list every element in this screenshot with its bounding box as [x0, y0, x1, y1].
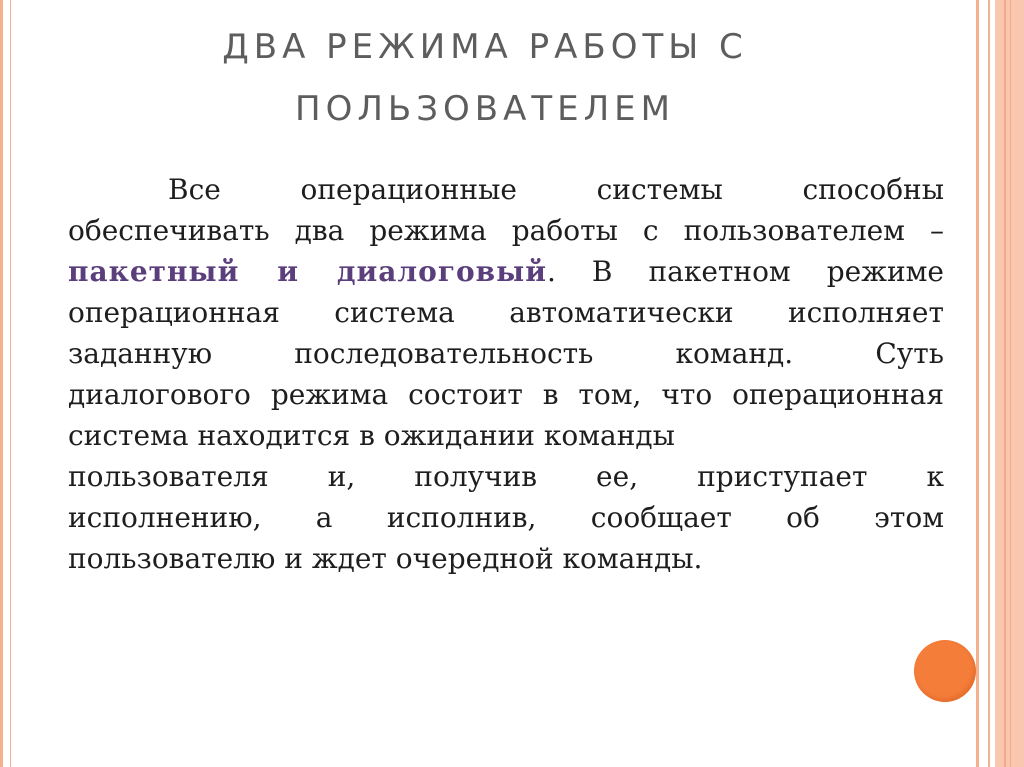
- paragraph-line: пользователю и ждет очередной команды.: [68, 542, 703, 575]
- paragraph-line: обеспечивать два режима работы с пользователем –: [68, 214, 944, 247]
- border-stripe: [976, 0, 979, 767]
- highlighted-terms: пакетный и диалоговый: [68, 255, 547, 288]
- border-stripe: [1010, 0, 1011, 767]
- slide-title: [90, 16, 880, 140]
- paragraph-line: диалогового режима состоит в том, что операционная: [68, 378, 944, 411]
- paragraph-line: заданную последовательность команд. Суть: [68, 337, 944, 370]
- paragraph-line: [68, 251, 944, 292]
- paragraph-line: исполнению, а исполнив, сообщает об этом: [68, 501, 944, 534]
- body-paragraph: [68, 169, 944, 579]
- period: .: [546, 255, 556, 288]
- border-stripe: [988, 0, 990, 767]
- title-line: ДВА РЕЖИМА РАБОТЫ С: [222, 27, 748, 67]
- border-stripe: [1004, 0, 1006, 767]
- paragraph-text: В пакетном режиме: [555, 255, 944, 288]
- decorative-circle-icon: [914, 640, 976, 702]
- border-stripe: [10, 0, 11, 767]
- border-stripe: [0, 0, 3, 767]
- paragraph-line: Все операционные системы способны: [168, 173, 944, 206]
- paragraph-line: операционная система автоматически исполняет: [68, 296, 944, 329]
- paragraph-line: система находится в ожидании команды: [68, 419, 675, 452]
- paragraph-line: пользователя и, получив ее, приступает к: [68, 460, 944, 493]
- title-line: ПОЛЬЗОВАТЕЛЕМ: [295, 89, 675, 129]
